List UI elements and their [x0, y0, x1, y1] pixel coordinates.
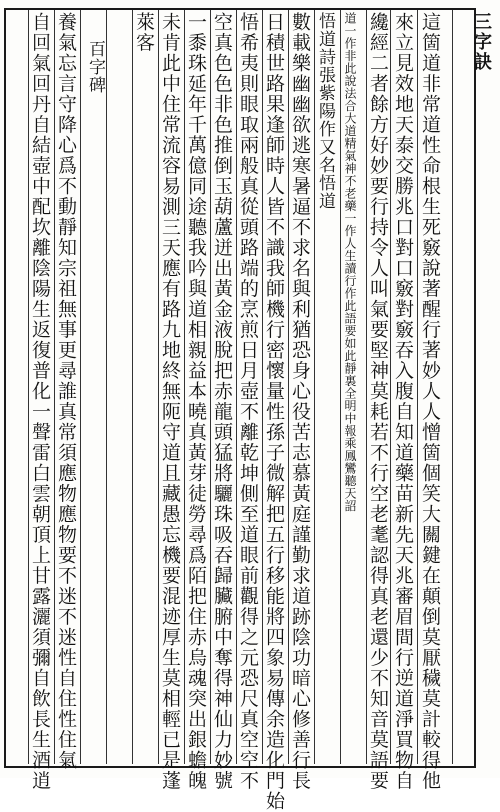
text-column: 纔經二者餘方好妙要行持令人叫氣要堅神莫耗若不行空老耄認得真老還少不知音莫語要	[367, 12, 389, 791]
column-rule	[132, 10, 133, 764]
column-rule	[106, 10, 107, 764]
column-rule	[340, 10, 341, 764]
text-column: 萊客	[133, 12, 155, 53]
text-column: 自回氣回丹自結壺中配坎離陰陽生返復普化一聲雷白雲朝頂上甘露灑須彌自飲長生酒逍	[29, 12, 51, 791]
column-rule	[80, 10, 81, 764]
column-rule	[452, 10, 453, 764]
text-column: 一黍珠延年千萬億同途聽我吟與道相親益本曉真黃芽徒勞尋爲陌把住赤烏魂突出銀蟾魄	[185, 12, 207, 791]
text-column: 悟希夷則眼取兩般真從頭路端的烹煎日月壺不離乾坤側至道眼前觀得之元恐尺真空空不	[237, 12, 259, 791]
page-title: 三字訣	[471, 12, 492, 72]
text-column: 日積世路果逢師時人皆不識我師機行密懷量性孫子微解把五行移能將四象易傳余造化門始	[263, 12, 285, 812]
text-column: 這箇道非常道性命根生死竅說著醒行著妙人人憎箇個笑大關鍵在顛倒莫厭穢莫計較得他	[419, 12, 441, 791]
section-title: 百字碑	[85, 40, 105, 94]
text-column: 未肯此中住常流容易測三天應有路九地終無阨守道且藏愚忘機要混迹厚生莫相輕已是蓬	[159, 12, 181, 791]
text-column: 空真色色非色推倒玉葫蘆迸出黃金液脫把赤龍頭猛將驪珠吸吞歸臟腑中奪得神仙力妙號	[211, 12, 233, 791]
column-rule	[390, 10, 391, 764]
text-column: 道一作非此說法合大道精氣神不老藥一作人生讀行作此語要如此靜裏全明中報乘鳳鸞聽天詔	[343, 12, 357, 512]
section-title: 悟道詩張紫陽作又名悟道	[315, 12, 335, 210]
text-column: 養氣忘言守降心爲不動靜知宗祖無事更尋誰真常須應物應物要不迷不迷性自住性住氣	[55, 12, 77, 771]
column-rule	[417, 10, 418, 764]
text-column: 來立見效地天泰交勝兆口對口竅對竅吞入腹自知道藥苗新先天兆審眉間行逆道淨買物自	[392, 12, 414, 791]
text-column: 數載樂幽幽欲逃寒暑逼不求名與利猶恐身心役苦志慕黃庭謹勤求道跡陰功暗心修善行長	[289, 12, 311, 791]
